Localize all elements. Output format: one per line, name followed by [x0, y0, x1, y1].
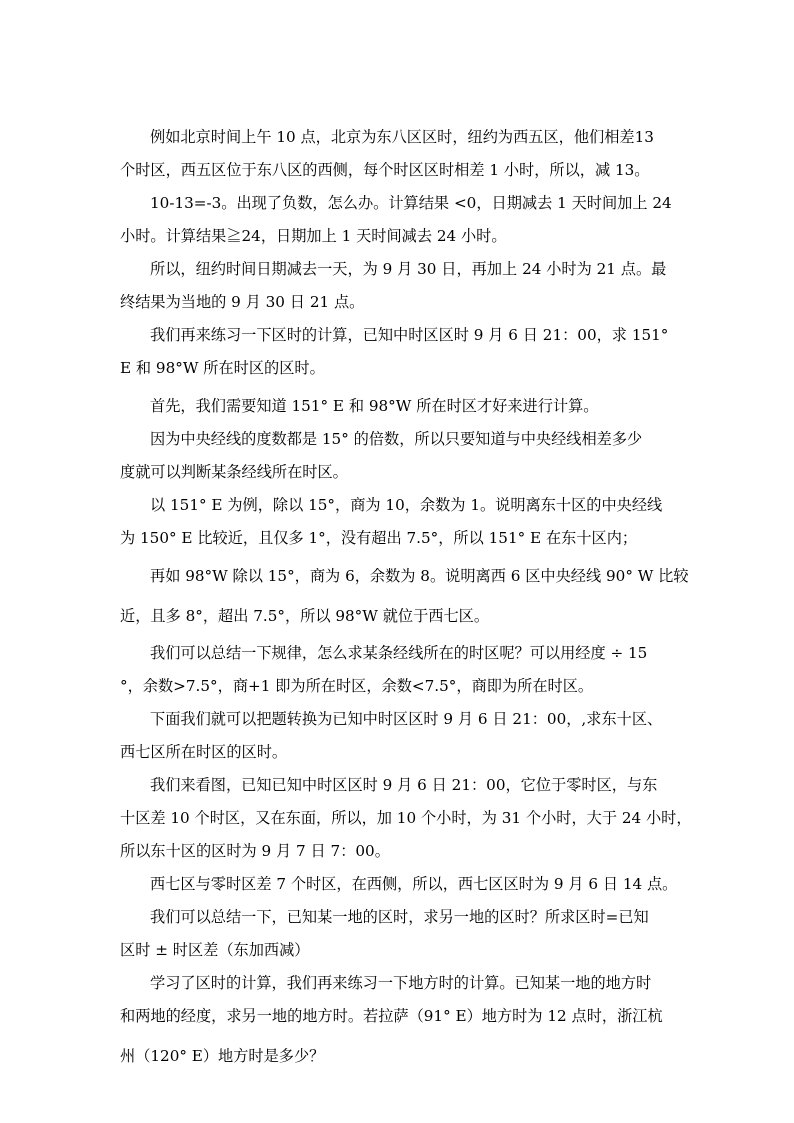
- paragraph-line: 所以东十区的区时为 9 月 7 日 7：00。: [120, 842, 390, 860]
- paragraph-line: 例如北京时间上午 10 点，北京为东八区区时，纽约为西五区，他们相差13: [150, 128, 654, 146]
- paragraph-line: 再如 98°W 除以 15°，商为 6，余数为 8。说明离西 6 区中央经线 90° W 比较: [150, 567, 689, 585]
- paragraph-line: °，余数>7.5°，商+1 即为所在时区，余数<7.5°，商即为所在时区。: [120, 677, 594, 695]
- paragraph-line: 10-13=-3。出现了负数，怎么办。计算结果 <0，日期减去 1 天时间加上 24: [150, 194, 672, 212]
- paragraph-line: E 和 98°W 所在时区的区时。: [120, 359, 325, 377]
- paragraph-line: 和两地的经度，求另一地的地方时。若拉萨（91° E）地方时为 12 点时，浙江杭: [120, 1007, 663, 1025]
- paragraph-line: 个时区，西五区位于东八区的西侧，每个时区区时相差 1 小时，所以，减 13。: [120, 161, 650, 179]
- paragraph-line: 我们可以总结一下，已知某一地的区时，求另一地的区时？所求区时=已知: [150, 908, 649, 926]
- paragraph-line: 为 150° E 比较近，且仅多 1°，没有超出 7.5°，所以 151° E 在东十区内；: [120, 529, 638, 547]
- paragraph-line: 西七区与零时区差 7 个时区，在西侧，所以，西七区区时为 9 月 6 日 14 点。: [150, 875, 678, 893]
- paragraph-line: 以 151° E 为例，除以 15°，商为 10，余数为 1。说明离东十区的中央经线: [150, 496, 663, 514]
- paragraph-line: 我们再来练习一下区时的计算，已知中时区区时 9 月 6 日 21：00，求 151°: [150, 326, 669, 344]
- paragraph-line: 十区差 10 个时区，又在东面，所以，加 10 个小时，为 31 个小时，大于 24 小时，: [120, 809, 692, 827]
- paragraph-line: 近，且多 8°，超出 7.5°，所以 98°W 就位于西七区。: [120, 607, 490, 625]
- paragraph-line: 终结果为当地的 9 月 30 日 21 点。: [120, 293, 365, 311]
- paragraph-line: 学习了区时的计算，我们再来练习一下地方时的计算。已知某一地的地方时: [150, 974, 652, 992]
- paragraph-line: 因为中央经线的度数都是 15° 的倍数，所以只要知道与中央经线相差多少: [150, 430, 643, 448]
- paragraph-line: 首先，我们需要知道 151° E 和 98°W 所在时区才好来进行计算。: [150, 397, 599, 415]
- paragraph-line: 小时。计算结果≧24，日期加上 1 天时间减去 24 小时。: [120, 227, 507, 245]
- paragraph-line: 所以，纽约时间日期减去一天，为 9 月 30 日，再加上 24 小时为 21 点。最: [150, 260, 667, 278]
- paragraph-line: 下面我们就可以把题转换为已知中时区区时 9 月 6 日 21：00，,求东十区、: [150, 710, 663, 728]
- paragraph-line: 西七区所在时区的区时。: [120, 743, 288, 761]
- paragraph-line: 我们来看图，已知已知中时区区时 9 月 6 日 21：00，它位于零时区，与东: [150, 776, 658, 794]
- paragraph-line: 区时 ± 时区差（东加西减）: [120, 941, 310, 959]
- paragraph-line: 度就可以判断某条经线所在时区。: [120, 463, 348, 481]
- paragraph-line: 我们可以总结一下规律，怎么求某条经线所在的时区呢？可以用经度 ÷ 15: [150, 644, 648, 662]
- paragraph-line: 州（120° E）地方时是多少？: [120, 1047, 325, 1065]
